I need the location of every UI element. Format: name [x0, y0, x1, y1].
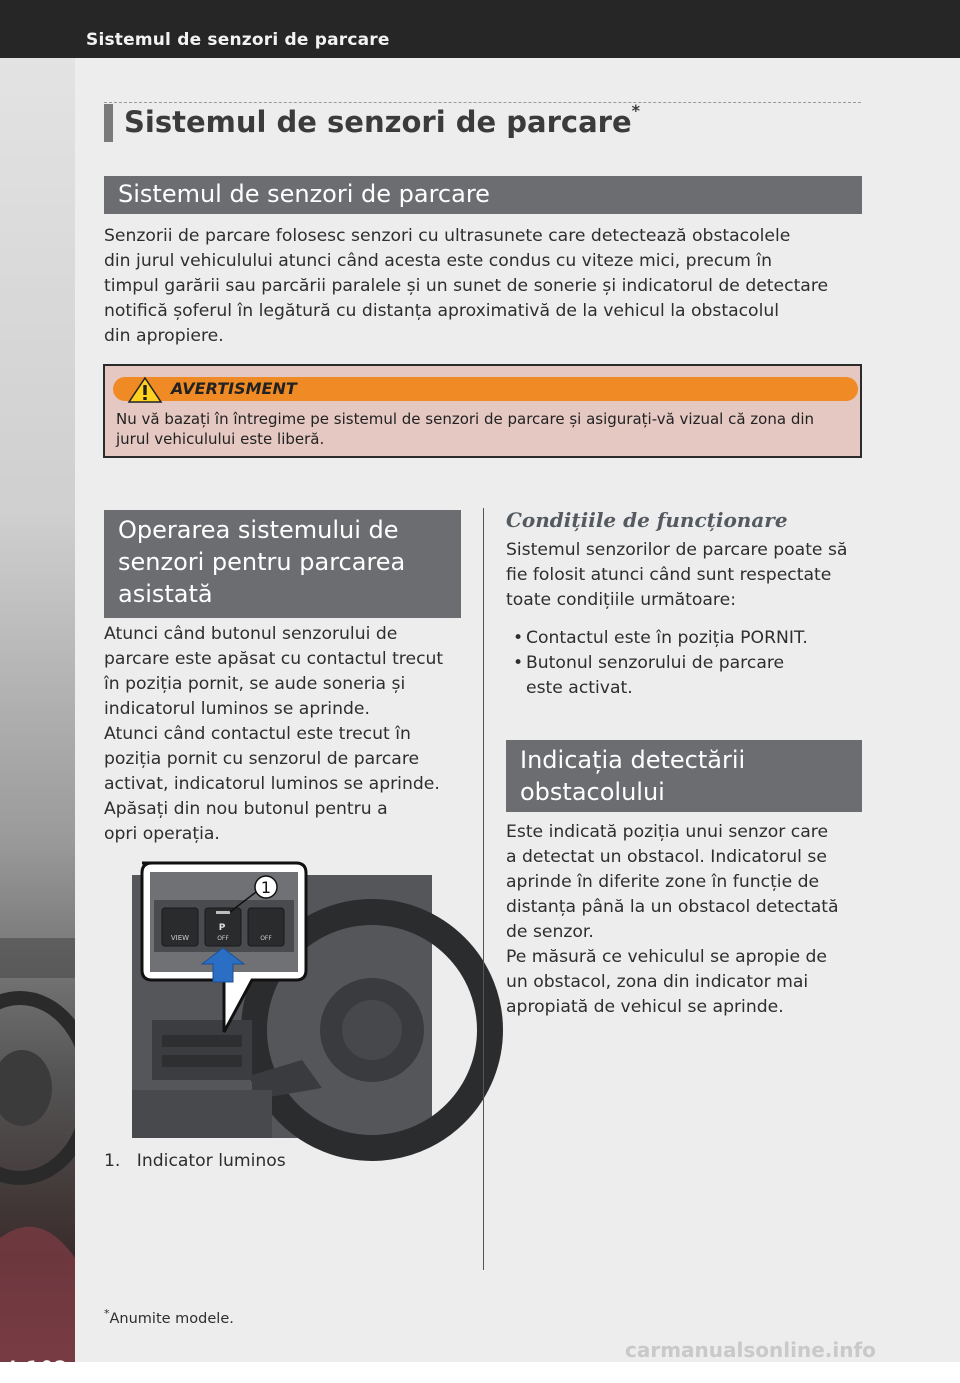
car-interior-image [0, 58, 75, 1362]
section-heading-line: senzori pentru parcarea [118, 548, 406, 576]
list-item [506, 626, 856, 651]
title-divider [104, 102, 861, 103]
callout-number: 1 [260, 878, 272, 897]
section1-paragraph [104, 224, 864, 349]
header-bar [0, 0, 960, 58]
paragraph-line: parcare este apăsat cu contactul trecut [104, 649, 444, 669]
parking-off-label: OFF [217, 935, 229, 942]
parking-button-label: P [218, 923, 226, 933]
list-item-line: • Butonul senzorului de parcare [526, 653, 785, 673]
paragraph-line: Senzorii de parcare folosesc senzori cu ultrasunete care detectează obstacolele [104, 226, 791, 246]
section-heading-line: Indicația detectării [520, 746, 746, 774]
paragraph-line: opri operația. [104, 824, 220, 844]
paragraph-line: un obstacol, zona din indicator mai [506, 972, 809, 992]
section-heading-line: obstacolului [520, 778, 665, 806]
side-decoration [0, 58, 75, 1383]
paragraph-line: Atunci când contactul este trecut în [104, 724, 411, 744]
paragraph-line: Atunci când butonul senzorului de [104, 624, 398, 644]
caption-text: Indicator luminos [136, 1151, 286, 1171]
figure-caption [104, 1149, 286, 1174]
section3-paragraph [506, 820, 866, 1020]
column-divider [483, 508, 484, 1270]
footnote-text: Anumite modele. [109, 1310, 234, 1327]
paragraph-line: a detectat un obstacol. Indicatorul se [506, 847, 827, 867]
paragraph-line: distanța până la un obstacol detectată [506, 897, 839, 917]
section-heading-text: Sistemul de senzori de parcare [118, 180, 490, 208]
warning-text [116, 409, 856, 449]
paragraph-line: de senzor. [506, 922, 594, 942]
paragraph-line: timpul garării sau parcării paralele și un sunet de sonerie și indicatorul de detectare [104, 276, 829, 296]
third-off-label: OFF [260, 935, 272, 942]
view-button-label: VIEW [170, 934, 190, 942]
paragraph-line: din jurul vehiculului atunci când acesta este condus cu viteze mici, precum în [104, 251, 773, 271]
indicator-light [216, 911, 230, 914]
paragraph-line: din apropiere. [104, 326, 224, 346]
paragraph-line: Pe măsură ce vehiculul se apropie de [506, 947, 827, 967]
paragraph-line: indicatorul luminos se aprinde. [104, 699, 370, 719]
watermark: carmanualsonline.info [625, 1338, 876, 1362]
section2-paragraph [104, 622, 474, 847]
paragraph-line: Sistemul senzorilor de parcare poate să [506, 540, 848, 560]
paragraph-line: în poziția pornit, se aude soneria și [104, 674, 406, 694]
warning-label: AVERTISMENT [171, 379, 297, 398]
caption-number: 1. [104, 1151, 121, 1171]
paragraph-line: apropiată de vehicul se aprinde. [506, 997, 784, 1017]
header-title: Sistemul de senzori de parcare [86, 30, 390, 50]
paragraph-line: fie folosit atunci când sunt respectate [506, 565, 832, 585]
warning-box [103, 364, 862, 458]
paragraph-line: notifică șoferul în legătură cu distanța aproximativă de la vehicul la obstacolul [104, 301, 780, 321]
list-item [506, 651, 856, 701]
conditions-intro [506, 538, 866, 613]
section-heading-line: Operarea sistemului de [118, 516, 399, 544]
conditions-list [506, 626, 856, 701]
warning-header [113, 377, 858, 401]
list-item-line: este activat. [526, 678, 633, 698]
section-heading-parking-sensor [104, 176, 862, 214]
paragraph-line: poziția pornit cu senzorul de parcare [104, 749, 420, 769]
footnote-asterisk: * [104, 1307, 110, 1320]
list-item-line: • Contactul este în poziția PORNIT. [526, 628, 808, 648]
title-accent-bar [104, 104, 113, 142]
dashboard-figure [132, 860, 432, 1140]
paragraph-line: activat, indicatorul luminos se aprinde. [104, 774, 440, 794]
section-heading-operation [104, 510, 461, 618]
paragraph-line: Apăsați din nou butonul pentru a [104, 799, 388, 819]
paragraph-line: toate condițiile următoare: [506, 590, 736, 610]
page-number: 4-102 [4, 1358, 68, 1383]
page-title-asterisk: * [631, 101, 641, 120]
footnote [104, 1307, 234, 1327]
conditions-heading: Condițiile de funcționare [506, 508, 788, 532]
section-heading-obstacle-detection [506, 740, 862, 812]
warning-line: jurul vehiculului este liberă. [116, 430, 325, 448]
warning-line: Nu vă bazați în întregime pe sistemul de senzori de parcare și asigurați-vă vizual că zona din [116, 410, 815, 428]
paragraph-line: aprinde în diferite zone în funcție de [506, 872, 820, 892]
paragraph-line: Este indicată poziția unui senzor care [506, 822, 829, 842]
page-title [124, 101, 641, 139]
dashboard-illustration [132, 860, 432, 1140]
warning-triangle-icon [127, 377, 163, 403]
page-title-text: Sistemul de senzori de parcare [124, 105, 632, 139]
section-heading-line: asistată [118, 580, 213, 608]
